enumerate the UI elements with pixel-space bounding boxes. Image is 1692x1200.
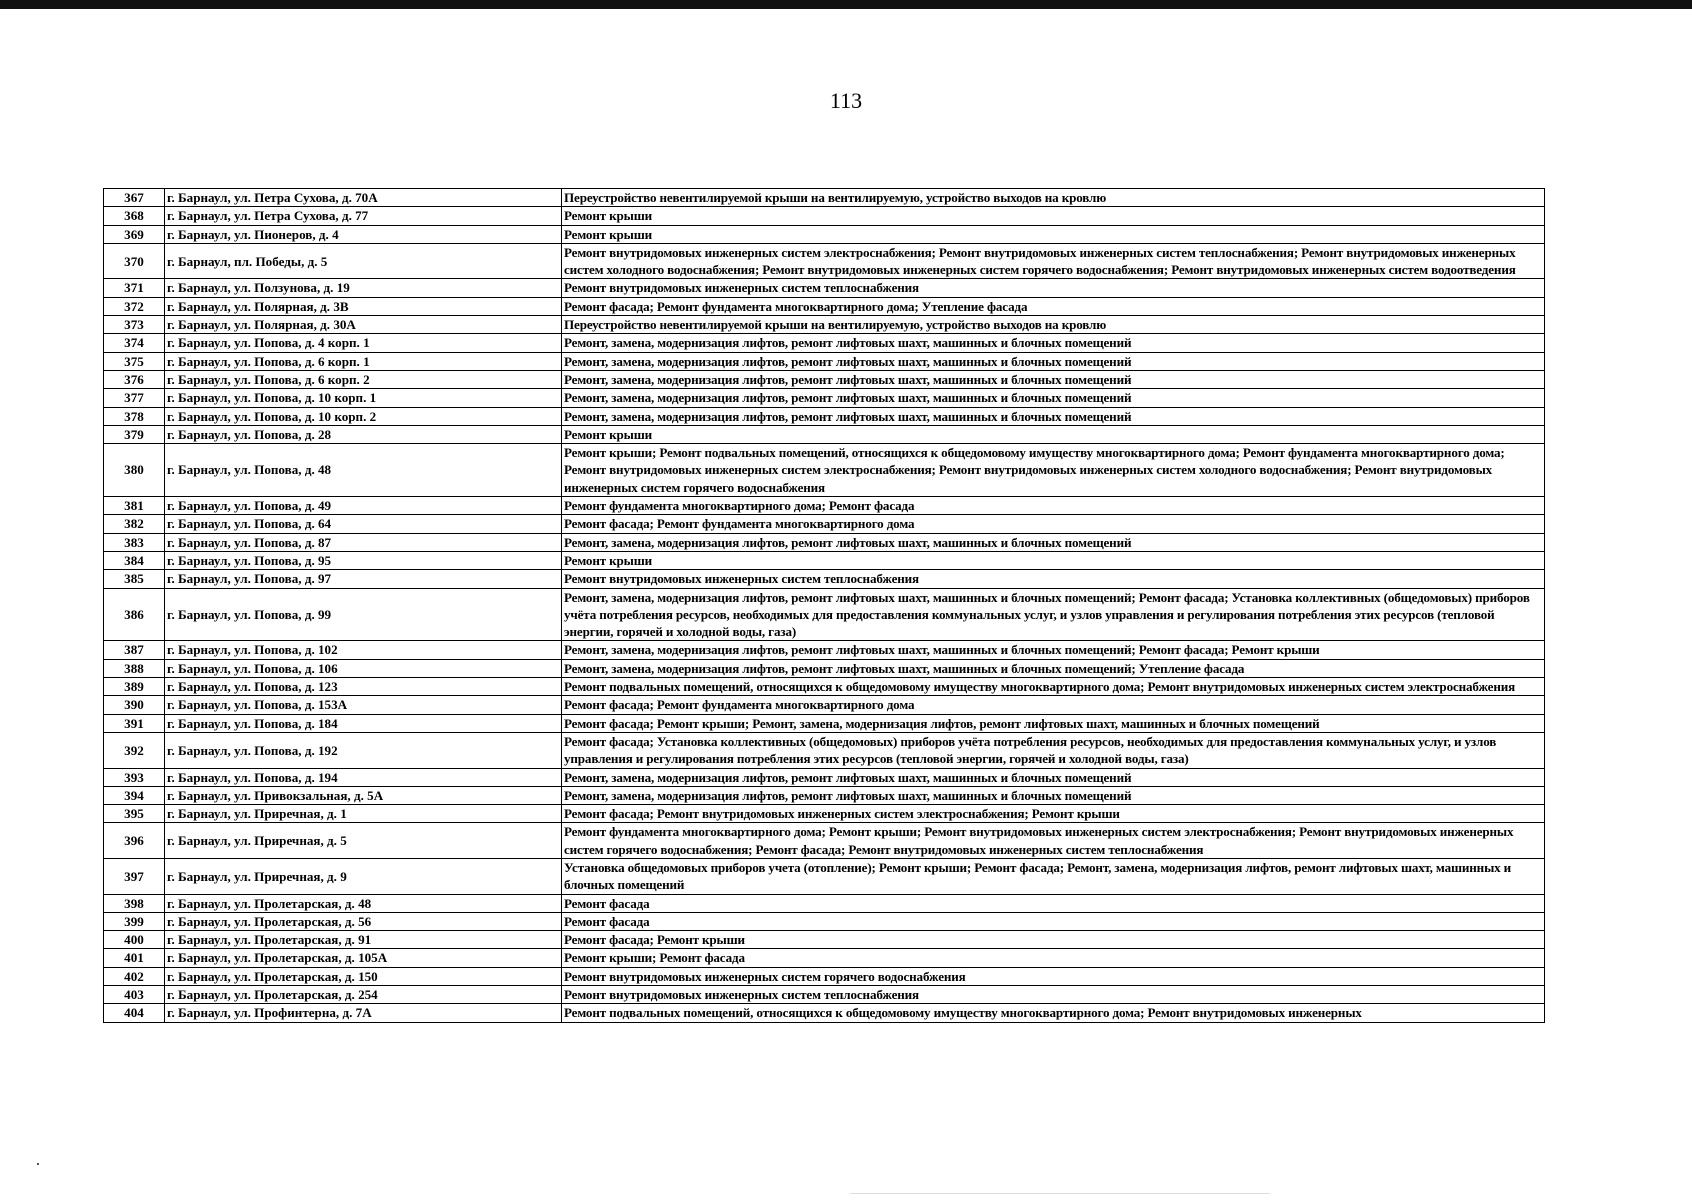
row-number-cell: 392 bbox=[104, 732, 165, 768]
address-cell: г. Барнаул, ул. Ползунова, д. 19 bbox=[165, 279, 562, 297]
works-cell: Ремонт, замена, модернизация лифтов, ремонт лифтовых шахт, машинных и блочных помещений bbox=[562, 768, 1545, 786]
works-cell: Ремонт крыши bbox=[562, 207, 1545, 225]
works-cell: Ремонт фасада; Установка коллективных (общедомовых) приборов учёта потребления ресурсов, необходимых для предоставления коммунальных услуг, и узлов управления и регулирования потребления этих ресурсов (тепловой энергии, горячей и холодной воды, газа) bbox=[562, 732, 1545, 768]
table-row bbox=[104, 732, 1545, 768]
row-number-cell: 397 bbox=[104, 858, 165, 894]
table-row bbox=[104, 389, 1545, 407]
row-number-cell: 376 bbox=[104, 370, 165, 388]
table-row bbox=[104, 588, 1545, 641]
table-row bbox=[104, 1004, 1545, 1022]
works-cell: Ремонт крыши bbox=[562, 425, 1545, 443]
address-cell: г. Барнаул, ул. Попова, д. 87 bbox=[165, 533, 562, 551]
address-cell: г. Барнаул, ул. Попова, д. 102 bbox=[165, 641, 562, 659]
works-cell: Ремонт фундамента многоквартирного дома; Ремонт крыши; Ремонт внутридомовых инженерных систем электроснабжения; Ремонт внутридомовых инженерных систем горячего водоснабжения; Ремонт фасада; Ремонт внутридомовых инженерных систем теплоснабжения bbox=[562, 823, 1545, 859]
table-row bbox=[104, 407, 1545, 425]
row-number-cell: 377 bbox=[104, 389, 165, 407]
works-cell: Ремонт, замена, модернизация лифтов, ремонт лифтовых шахт, машинных и блочных помещений bbox=[562, 786, 1545, 804]
row-number-cell: 395 bbox=[104, 805, 165, 823]
row-number-cell: 400 bbox=[104, 931, 165, 949]
works-cell: Ремонт, замена, модернизация лифтов, ремонт лифтовых шахт, машинных и блочных помещений; Ремонт фасада; Ремонт крыши bbox=[562, 641, 1545, 659]
works-cell: Ремонт фасада; Ремонт фундамента многоквартирного дома bbox=[562, 696, 1545, 714]
row-number-cell: 370 bbox=[104, 243, 165, 279]
works-cell: Ремонт, замена, модернизация лифтов, ремонт лифтовых шахт, машинных и блочных помещений; Утепление фасада bbox=[562, 659, 1545, 677]
address-cell: г. Барнаул, ул. Попова, д. 99 bbox=[165, 588, 562, 641]
row-number-cell: 368 bbox=[104, 207, 165, 225]
scan-top-border bbox=[0, 0, 1692, 9]
table-row bbox=[104, 515, 1545, 533]
works-cell: Ремонт фасада; Ремонт внутридомовых инженерных систем электроснабжения; Ремонт крыши bbox=[562, 805, 1545, 823]
page-number: 113 bbox=[829, 88, 863, 113]
table-row bbox=[104, 316, 1545, 334]
address-cell: г. Барнаул, ул. Попова, д. 49 bbox=[165, 497, 562, 515]
address-cell: г. Барнаул, ул. Попова, д. 184 bbox=[165, 714, 562, 732]
works-cell: Ремонт, замена, модернизация лифтов, ремонт лифтовых шахт, машинных и блочных помещений bbox=[562, 352, 1545, 370]
row-number-cell: 404 bbox=[104, 1004, 165, 1022]
table-row bbox=[104, 967, 1545, 985]
address-cell: г. Барнаул, ул. Попова, д. 4 корп. 1 bbox=[165, 334, 562, 352]
address-cell: г. Барнаул, ул. Приречная, д. 1 bbox=[165, 805, 562, 823]
works-cell: Ремонт подвальных помещений, относящихся к общедомовому имуществу многоквартирного дома; Ремонт внутридомовых инженерных bbox=[562, 1004, 1545, 1022]
address-cell: г. Барнаул, ул. Пролетарская, д. 150 bbox=[165, 967, 562, 985]
works-cell: Ремонт, замена, модернизация лифтов, ремонт лифтовых шахт, машинных и блочных помещений bbox=[562, 370, 1545, 388]
address-cell: г. Барнаул, ул. Попова, д. 6 корп. 2 bbox=[165, 370, 562, 388]
address-cell: г. Барнаул, ул. Попова, д. 106 bbox=[165, 659, 562, 677]
table-row bbox=[104, 497, 1545, 515]
address-cell: г. Барнаул, ул. Попова, д. 64 bbox=[165, 515, 562, 533]
works-cell: Ремонт подвальных помещений, относящихся к общедомовому имуществу многоквартирного дома; Ремонт внутридомовых инженерных систем электроснабжения bbox=[562, 678, 1545, 696]
works-cell: Переустройство невентилируемой крыши на вентилируемую, устройство выходов на кровлю bbox=[562, 189, 1545, 207]
row-number-cell: 379 bbox=[104, 425, 165, 443]
scan-artifact-line bbox=[850, 1193, 1270, 1194]
table-row bbox=[104, 912, 1545, 930]
address-cell: г. Барнаул, ул. Попова, д. 95 bbox=[165, 551, 562, 569]
row-number-cell: 385 bbox=[104, 570, 165, 588]
address-cell: г. Барнаул, ул. Попова, д. 10 корп. 1 bbox=[165, 389, 562, 407]
row-number-cell: 374 bbox=[104, 334, 165, 352]
table-row bbox=[104, 714, 1545, 732]
works-cell: Ремонт, замена, модернизация лифтов, ремонт лифтовых шахт, машинных и блочных помещений; Ремонт фасада; Установка коллективных (общедомовых) приборов учёта потребления ресурсов, необходимых для предоставления коммунальных услуг, и узлов управления и регулирования потребления этих ресурсов (тепловой энергии, горячей и холодной воды, газа) bbox=[562, 588, 1545, 641]
address-cell: г. Барнаул, ул. Полярная, д. 3В bbox=[165, 297, 562, 315]
table-row bbox=[104, 659, 1545, 677]
works-cell: Ремонт фасада; Ремонт крыши; Ремонт, замена, модернизация лифтов, ремонт лифтовых шахт, машинных и блочных помещений bbox=[562, 714, 1545, 732]
address-cell: г. Барнаул, ул. Пролетарская, д. 48 bbox=[165, 894, 562, 912]
row-number-cell: 369 bbox=[104, 225, 165, 243]
table-row bbox=[104, 823, 1545, 859]
address-cell: г. Барнаул, ул. Привокзальная, д. 5А bbox=[165, 786, 562, 804]
row-number-cell: 381 bbox=[104, 497, 165, 515]
table-body bbox=[104, 189, 1545, 1023]
address-cell: г. Барнаул, ул. Попова, д. 123 bbox=[165, 678, 562, 696]
row-number-cell: 401 bbox=[104, 949, 165, 967]
row-number-cell: 403 bbox=[104, 986, 165, 1004]
row-number-cell: 380 bbox=[104, 444, 165, 497]
row-number-cell: 399 bbox=[104, 912, 165, 930]
works-cell: Установка общедомовых приборов учета (отопление); Ремонт крыши; Ремонт фасада; Ремонт, замена, модернизация лифтов, ремонт лифтовых шахт, машинных и блочных помещений bbox=[562, 858, 1545, 894]
table-row bbox=[104, 949, 1545, 967]
address-cell: г. Барнаул, ул. Попова, д. 153А bbox=[165, 696, 562, 714]
works-cell: Ремонт, замена, модернизация лифтов, ремонт лифтовых шахт, машинных и блочных помещений bbox=[562, 407, 1545, 425]
table-row bbox=[104, 297, 1545, 315]
works-cell: Ремонт крыши; Ремонт фасада bbox=[562, 949, 1545, 967]
row-number-cell: 388 bbox=[104, 659, 165, 677]
table-row bbox=[104, 570, 1545, 588]
works-cell: Ремонт фасада bbox=[562, 894, 1545, 912]
address-cell: г. Барнаул, ул. Полярная, д. 30А bbox=[165, 316, 562, 334]
table-row bbox=[104, 352, 1545, 370]
table-row bbox=[104, 894, 1545, 912]
works-cell: Ремонт фасада bbox=[562, 912, 1545, 930]
table-row bbox=[104, 444, 1545, 497]
address-cell: г. Барнаул, ул. Попова, д. 194 bbox=[165, 768, 562, 786]
row-number-cell: 373 bbox=[104, 316, 165, 334]
table-row bbox=[104, 225, 1545, 243]
row-number-cell: 383 bbox=[104, 533, 165, 551]
table-row bbox=[104, 533, 1545, 551]
table-row bbox=[104, 189, 1545, 207]
table-row bbox=[104, 858, 1545, 894]
row-number-cell: 393 bbox=[104, 768, 165, 786]
row-number-cell: 402 bbox=[104, 967, 165, 985]
row-number-cell: 391 bbox=[104, 714, 165, 732]
address-cell: г. Барнаул, ул. Профинтерна, д. 7А bbox=[165, 1004, 562, 1022]
address-cell: г. Барнаул, ул. Пролетарская, д. 105А bbox=[165, 949, 562, 967]
address-cell: г. Барнаул, ул. Попова, д. 6 корп. 1 bbox=[165, 352, 562, 370]
address-cell: г. Барнаул, ул. Петра Сухова, д. 70А bbox=[165, 189, 562, 207]
row-number-cell: 396 bbox=[104, 823, 165, 859]
row-number-cell: 372 bbox=[104, 297, 165, 315]
address-cell: г. Барнаул, ул. Приречная, д. 9 bbox=[165, 858, 562, 894]
works-cell: Ремонт фасада; Ремонт фундамента многоквартирного дома bbox=[562, 515, 1545, 533]
table-row bbox=[104, 425, 1545, 443]
address-cell: г. Барнаул, ул. Попова, д. 192 bbox=[165, 732, 562, 768]
row-number-cell: 375 bbox=[104, 352, 165, 370]
repair-register-table bbox=[103, 188, 1545, 1023]
address-cell: г. Барнаул, ул. Попова, д. 10 корп. 2 bbox=[165, 407, 562, 425]
row-number-cell: 387 bbox=[104, 641, 165, 659]
works-cell: Ремонт фасада; Ремонт крыши bbox=[562, 931, 1545, 949]
table-row bbox=[104, 696, 1545, 714]
address-cell: г. Барнаул, ул. Петра Сухова, д. 77 bbox=[165, 207, 562, 225]
address-cell: г. Барнаул, ул. Попова, д. 48 bbox=[165, 444, 562, 497]
table-row bbox=[104, 931, 1545, 949]
table-row bbox=[104, 805, 1545, 823]
table-row bbox=[104, 370, 1545, 388]
table-row bbox=[104, 279, 1545, 297]
works-cell: Ремонт фасада; Ремонт фундамента многоквартирного дома; Утепление фасада bbox=[562, 297, 1545, 315]
works-cell: Переустройство невентилируемой крыши на вентилируемую, устройство выходов на кровлю bbox=[562, 316, 1545, 334]
row-number-cell: 367 bbox=[104, 189, 165, 207]
address-cell: г. Барнаул, ул. Приречная, д. 5 bbox=[165, 823, 562, 859]
address-cell: г. Барнаул, ул. Попова, д. 97 bbox=[165, 570, 562, 588]
works-cell: Ремонт крыши bbox=[562, 225, 1545, 243]
works-cell: Ремонт внутридомовых инженерных систем горячего водоснабжения bbox=[562, 967, 1545, 985]
row-number-cell: 384 bbox=[104, 551, 165, 569]
address-cell: г. Барнаул, ул. Попова, д. 28 bbox=[165, 425, 562, 443]
table-row bbox=[104, 786, 1545, 804]
works-cell: Ремонт внутридомовых инженерных систем теплоснабжения bbox=[562, 570, 1545, 588]
table-row bbox=[104, 207, 1545, 225]
works-cell: Ремонт внутридомовых инженерных систем электроснабжения; Ремонт внутридомовых инженерных систем теплоснабжения; Ремонт внутридомовых инженерных систем холодного водоснабжения; Ремонт внутридомовых инженерных систем горячего водоснабжения; Ремонт внутридомовых инженерных систем водоотведения bbox=[562, 243, 1545, 279]
works-cell: Ремонт крыши bbox=[562, 551, 1545, 569]
row-number-cell: 390 bbox=[104, 696, 165, 714]
address-cell: г. Барнаул, ул. Пролетарская, д. 254 bbox=[165, 986, 562, 1004]
row-number-cell: 382 bbox=[104, 515, 165, 533]
table-row bbox=[104, 768, 1545, 786]
row-number-cell: 371 bbox=[104, 279, 165, 297]
table-row bbox=[104, 678, 1545, 696]
address-cell: г. Барнаул, ул. Пионеров, д. 4 bbox=[165, 225, 562, 243]
table-row bbox=[104, 551, 1545, 569]
row-number-cell: 378 bbox=[104, 407, 165, 425]
row-number-cell: 394 bbox=[104, 786, 165, 804]
table-row bbox=[104, 986, 1545, 1004]
address-cell: г. Барнаул, ул. Пролетарская, д. 56 bbox=[165, 912, 562, 930]
table-row bbox=[104, 334, 1545, 352]
table-row bbox=[104, 641, 1545, 659]
address-cell: г. Барнаул, ул. Пролетарская, д. 91 bbox=[165, 931, 562, 949]
works-cell: Ремонт фундамента многоквартирного дома; Ремонт фасада bbox=[562, 497, 1545, 515]
works-cell: Ремонт внутридомовых инженерных систем теплоснабжения bbox=[562, 986, 1545, 1004]
works-cell: Ремонт, замена, модернизация лифтов, ремонт лифтовых шахт, машинных и блочных помещений bbox=[562, 389, 1545, 407]
row-number-cell: 389 bbox=[104, 678, 165, 696]
row-number-cell: 398 bbox=[104, 894, 165, 912]
table-row bbox=[104, 243, 1545, 279]
works-cell: Ремонт, замена, модернизация лифтов, ремонт лифтовых шахт, машинных и блочных помещений bbox=[562, 334, 1545, 352]
works-cell: Ремонт крыши; Ремонт подвальных помещений, относящихся к общедомовому имуществу многоквартирного дома; Ремонт фундамента многоквартирного дома; Ремонт внутридомовых инженерных систем электроснабжения; Ремонт внутридомовых инженерных систем холодного водоснабжения; Ремонт внутридомовых инженерных систем горячего водоснабжения bbox=[562, 444, 1545, 497]
row-number-cell: 386 bbox=[104, 588, 165, 641]
address-cell: г. Барнаул, пл. Победы, д. 5 bbox=[165, 243, 562, 279]
works-cell: Ремонт внутридомовых инженерных систем теплоснабжения bbox=[562, 279, 1545, 297]
scan-speck bbox=[37, 1163, 39, 1165]
works-cell: Ремонт, замена, модернизация лифтов, ремонт лифтовых шахт, машинных и блочных помещений bbox=[562, 533, 1545, 551]
